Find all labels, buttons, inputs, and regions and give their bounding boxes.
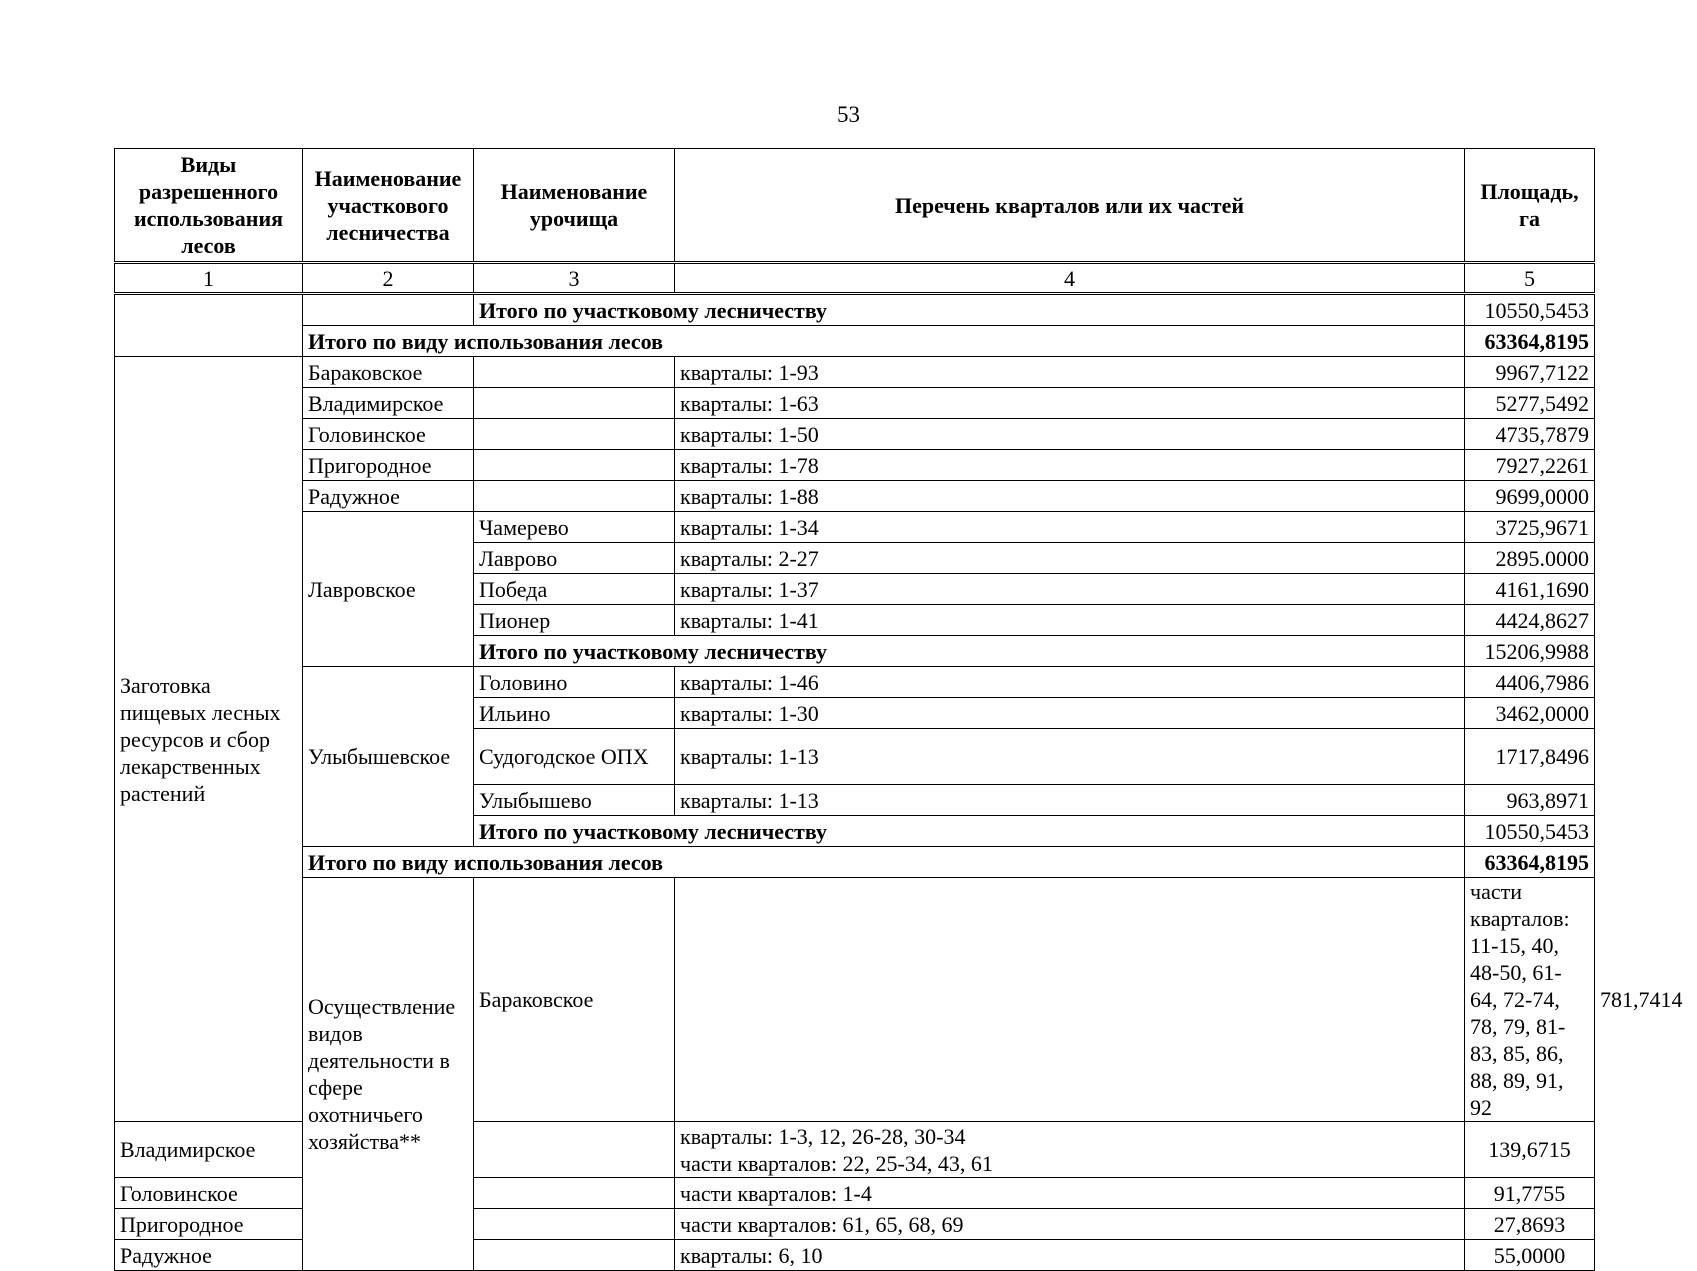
tract-cell: Чамерево — [474, 512, 675, 543]
table-row — [115, 512, 1595, 543]
header-area: Площадь, га — [1465, 149, 1595, 263]
tract-cell: Лаврово — [474, 543, 675, 574]
tract-cell: Головино — [474, 667, 675, 698]
area-cell: 4406,7986 — [1465, 667, 1595, 698]
use-type-cell — [115, 294, 303, 357]
header-tract: Наименование урочища — [474, 149, 675, 263]
tract-cell — [474, 357, 675, 388]
area-cell: 4424,8627 — [1465, 605, 1595, 636]
quarters-cell: кварталы: 1-34 — [675, 512, 1465, 543]
quarters-cell: кварталы: 1-30 — [675, 698, 1465, 729]
area-cell: 139,6715 — [1465, 1122, 1595, 1178]
tract-cell: Ильино — [474, 698, 675, 729]
tract-cell: Судогодское ОПХ — [474, 729, 675, 785]
tract-cell — [474, 1122, 675, 1178]
quarters-cell: кварталы: 1-46 — [675, 667, 1465, 698]
quarters-cell: кварталы: 6, 10 — [675, 1240, 1465, 1271]
column-number: 5 — [1465, 263, 1595, 294]
quarters-cell: кварталы: 1-93 — [675, 357, 1465, 388]
tract-cell — [474, 1209, 675, 1240]
forestry-cell: Головинское — [303, 419, 474, 450]
quarters-line: кварталы: 1-3, 12, 26-28, 30-34 — [680, 1123, 966, 1149]
subtotal-value: 10550,5453 — [1465, 816, 1595, 847]
forestry-cell: Головинское — [115, 1178, 303, 1209]
area-cell: 3725,9671 — [1465, 512, 1595, 543]
page-number: 53 — [837, 102, 860, 127]
quarters-cell: кварталы: 1-41 — [675, 605, 1465, 636]
quarters-cell: кварталы: 1-37 — [675, 574, 1465, 605]
area-cell: 9967,7122 — [1465, 357, 1595, 388]
forestry-cell: Бараковское — [303, 357, 474, 388]
quarters-cell: кварталы: 1-13 — [675, 785, 1465, 816]
area-cell: 2895.0000 — [1465, 543, 1595, 574]
column-number: 2 — [303, 263, 474, 294]
subtotal-label: Итого по участковому лесничеству — [474, 636, 1465, 667]
header-quarters: Перечень кварталов или их частей — [675, 149, 1465, 263]
table-row — [115, 357, 1595, 388]
quarters-line: части кварталов: 22, 25-34, 43, 61 — [680, 1150, 993, 1176]
column-number: 3 — [474, 263, 675, 294]
table-row — [115, 326, 1595, 357]
column-numbers-row — [115, 263, 1595, 294]
area-cell: 9699,0000 — [1465, 481, 1595, 512]
quarters-cell: кварталы: 1-13 — [675, 729, 1465, 785]
header-row — [115, 149, 1595, 263]
table-row — [115, 419, 1595, 450]
subtotal-value: 10550,5453 — [1465, 294, 1595, 326]
tract-cell — [474, 388, 675, 419]
area-cell: 3462,0000 — [1465, 698, 1595, 729]
table-row — [115, 388, 1595, 419]
quarters-cell: части кварталов: 11-15, 40, 48-50, 61-64, 72-74, 78, 79, 81-83, 85, 86, 88, 89, 91, 92 — [1465, 878, 1595, 1122]
forestry-cell: Владимирское — [303, 388, 474, 419]
area-cell: 27,8693 — [1465, 1209, 1595, 1240]
table-row — [115, 481, 1595, 512]
tract-cell: Улыбышево — [474, 785, 675, 816]
tract-cell: Победа — [474, 574, 675, 605]
total-label: Итого по виду использования лесов — [303, 326, 1465, 357]
forestry-cell: Лавровское — [303, 512, 474, 667]
forestry-cell: Бараковское — [474, 878, 675, 1122]
table-row — [115, 847, 1595, 878]
tract-cell — [474, 1240, 675, 1271]
subtotal-value: 15206,9988 — [1465, 636, 1595, 667]
area-cell: 4161,1690 — [1465, 574, 1595, 605]
tract-cell — [675, 878, 1465, 1122]
quarters-cell: кварталы: 1-50 — [675, 419, 1465, 450]
use-type-cell: Заготовка пищевых лесных ресурсов и сбор лекарственных растений — [115, 357, 303, 1122]
area-cell: 1717,8496 — [1465, 729, 1595, 785]
quarters-cell: кварталы: 2-27 — [675, 543, 1465, 574]
area-cell: 4735,7879 — [1465, 419, 1595, 450]
area-cell: 963,8971 — [1465, 785, 1595, 816]
tract-cell — [474, 419, 675, 450]
forestry-cell: Улыбышевское — [303, 667, 474, 847]
forestry-cell: Пригородное — [303, 450, 474, 481]
column-number: 4 — [675, 263, 1465, 294]
forest-use-table — [114, 148, 1683, 1271]
table-row — [115, 450, 1595, 481]
quarters-cell: кварталы: 1-88 — [675, 481, 1465, 512]
forestry-cell: Радужное — [115, 1240, 303, 1271]
use-type-cell: Осуществление видов деятельности в сфере охотничьего хозяйства** — [303, 878, 474, 1271]
tract-cell — [474, 450, 675, 481]
column-number: 1 — [115, 263, 303, 294]
area-cell: 55,0000 — [1465, 1240, 1595, 1271]
area-cell: 91,7755 — [1465, 1178, 1595, 1209]
total-value: 63364,8195 — [1465, 847, 1595, 878]
subtotal-label: Итого по участковому лесничеству — [474, 816, 1465, 847]
quarters-cell — [675, 1122, 1465, 1178]
header-forestry: Наименование участкового лесничества — [303, 149, 474, 263]
forestry-cell — [303, 294, 474, 326]
table-row — [115, 294, 1595, 326]
forestry-cell: Владимирское — [115, 1122, 303, 1178]
table-row: Осуществление видов деятельности в сфере охотничьего хозяйства** Бараковское части кварталов: 11-15, 40, 48-50, 61-64, 72-74, 78, 79, 81-83, 85, 86, 88, 89, 91, 92 781,7414 — [115, 878, 1595, 1122]
quarters-cell: части кварталов: 1-4 — [675, 1178, 1465, 1209]
table-row — [115, 667, 1595, 698]
total-label: Итого по виду использования лесов — [303, 847, 1465, 878]
header-use-type: Виды разрешенного использования лесов — [115, 149, 303, 263]
quarters-cell: части кварталов: 61, 65, 68, 69 — [675, 1209, 1465, 1240]
area-cell: 5277,5492 — [1465, 388, 1595, 419]
tract-cell — [474, 1178, 675, 1209]
tract-cell — [474, 481, 675, 512]
area-cell: 7927,2261 — [1465, 450, 1595, 481]
total-value: 63364,8195 — [1465, 326, 1595, 357]
tract-cell: Пионер — [474, 605, 675, 636]
forestry-cell: Пригородное — [115, 1209, 303, 1240]
quarters-cell: кварталы: 1-63 — [675, 388, 1465, 419]
subtotal-label: Итого по участковому лесничеству — [474, 294, 1465, 326]
quarters-cell: кварталы: 1-78 — [675, 450, 1465, 481]
forestry-cell: Радужное — [303, 481, 474, 512]
